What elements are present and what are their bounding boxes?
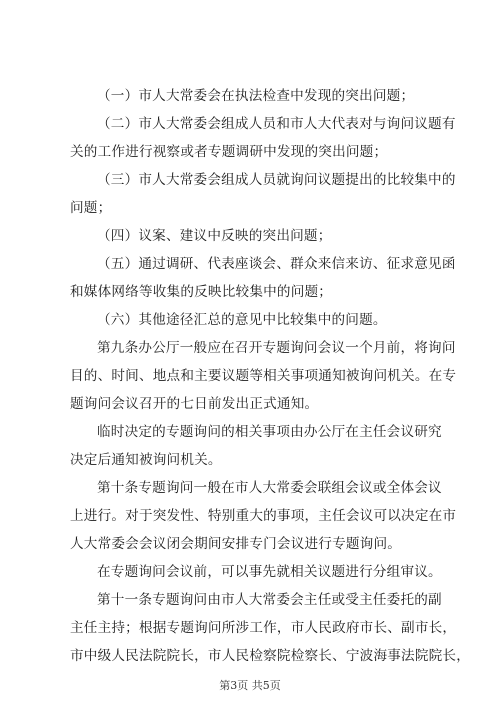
text-line: 和媒体网络等收集的反映比较集中的问题； — [70, 284, 333, 300]
text-line: 关的工作进行视察或者专题调研中发现的突出问题； — [70, 144, 388, 160]
text-line: 市中级人民法院院长，市人民检察院检察长、宁波海事法院院长， — [70, 648, 471, 664]
text-line: 问题； — [70, 200, 112, 216]
text-line: 题询问会议召开的七日前发出正式通知。 — [70, 396, 319, 412]
text-line: （五）通过调研、代表座谈会、群众来信来访、征求意见函 — [97, 256, 456, 272]
text-line: （二）市人大常委会组成人员和市人大代表对与询问议题有 — [97, 116, 456, 132]
document-body — [70, 86, 471, 674]
text-line: （一）市人大常委会在执法检查中发现的突出问题； — [97, 88, 415, 104]
text-line: （四）议案、建议中反映的突出问题； — [97, 228, 332, 244]
text-line: 临时决定的专题询问的相关事项由办公厅在主任会议研究 — [97, 424, 442, 440]
text-line: 目的、时间、地点和主要议题等相关事项通知被询问机关。在专 — [70, 368, 457, 384]
text-line: 第十条专题询问一般在市人大常委会联组会议或全体会议 — [97, 480, 442, 496]
text-line: （三）市人大常委会组成人员就询问议题提出的比较集中的 — [97, 172, 456, 188]
text-line: 上进行。对于突发性、特别重大的事项，主任会议可以决定在市 — [70, 508, 457, 524]
text-line: 在专题询问会议前，可以事先就相关议题进行分组审议。 — [97, 564, 442, 580]
text-line: 第十一条专题询问由市人大常委会主任或受主任委托的副 — [97, 592, 442, 608]
text-line: 决定后通知被询问机关。 — [70, 452, 222, 468]
text-line: 人大常委会会议闭会期间安排专门会议进行专题询问。 — [70, 536, 402, 552]
page-number-footer: 第3页 共5页 — [219, 679, 281, 692]
text-line: 主任主持；根据专题询问所涉工作，市人民政府市长、副市长， — [70, 620, 457, 636]
text-line: 第九条办公厅一般应在召开专题询问会议一个月前，将询问 — [97, 340, 456, 356]
text-line: （六）其他途径汇总的意见中比较集中的问题。 — [97, 312, 387, 328]
